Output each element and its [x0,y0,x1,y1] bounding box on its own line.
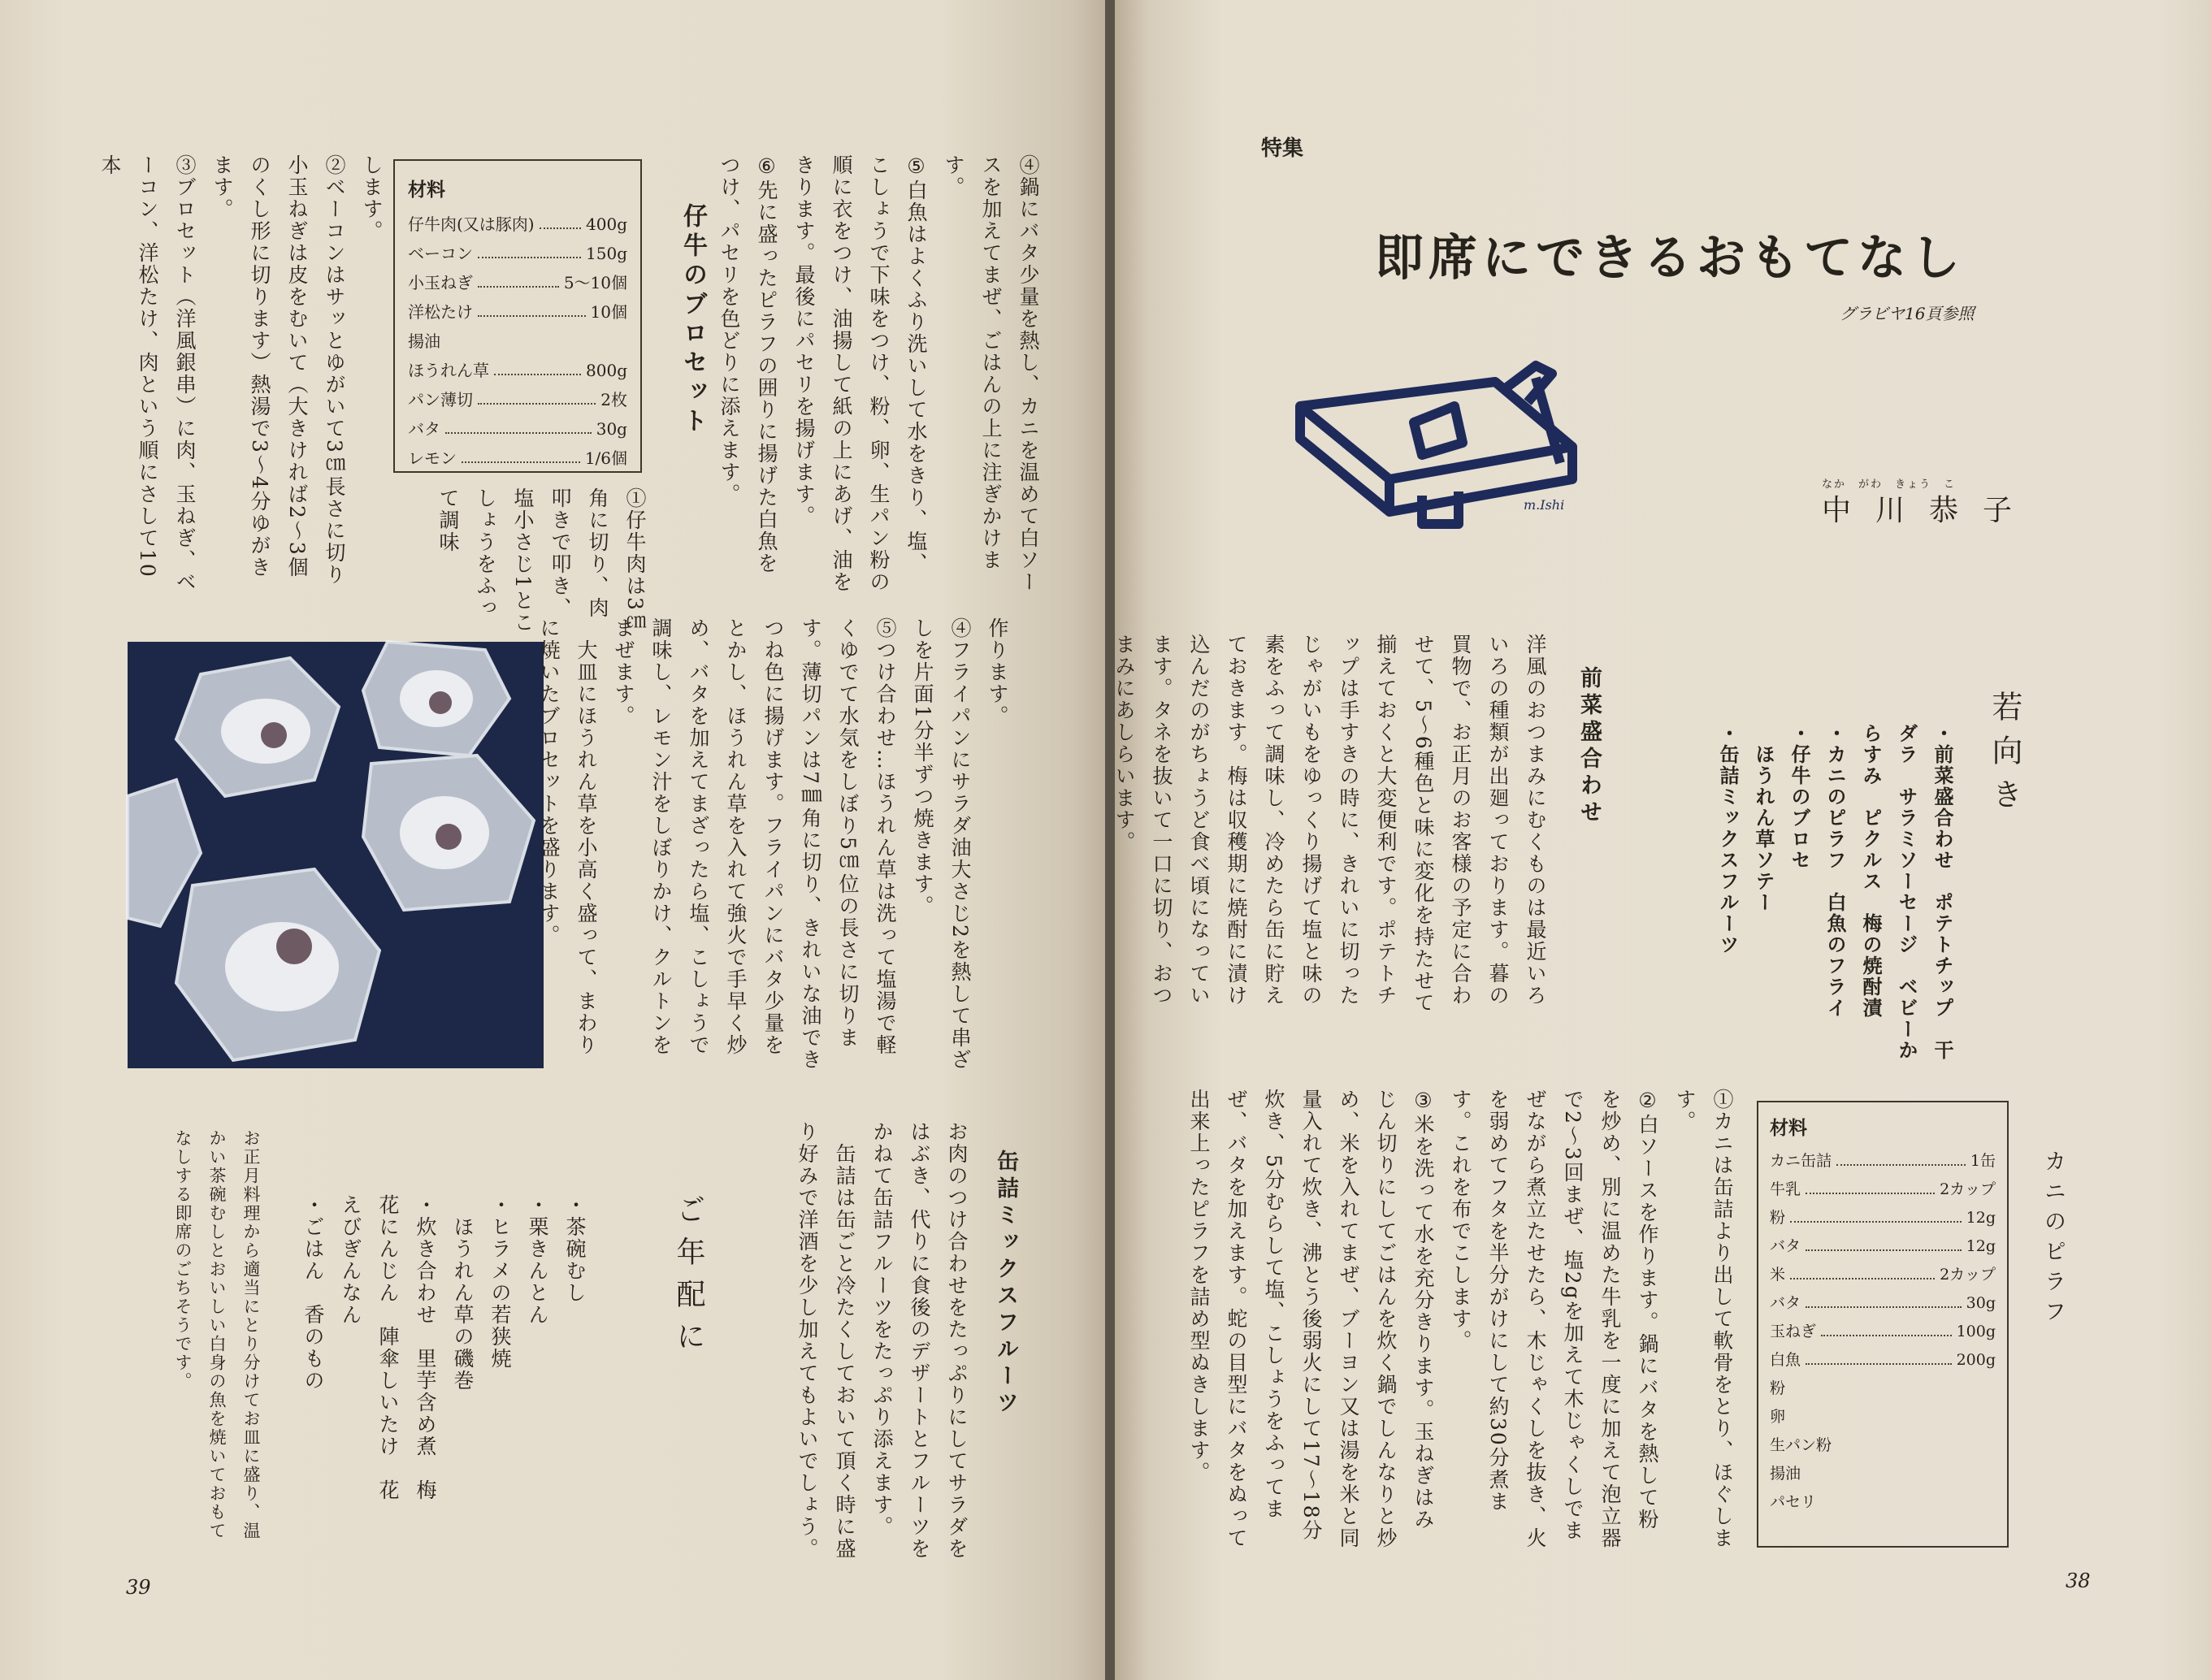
right-page [1112,0,2211,1680]
heading-canned-fruit: 缶詰ミックスフルーツ [993,1150,1018,1418]
material-row [1770,1403,1996,1431]
canned-fruit-text: お肉のつけ合わせをたっぷりにしてサラダをはぶき、代りに食後のデザートとフルーツをかねて缶詰フルーツをたっぷり添えます。 缶詰は缶ごと冷たくしておいて頂く時に盛り好みで洋酒を少し加えてもよいでしょう。 [796,1121,969,1560]
prosette-materials-box [393,159,642,473]
leader-dots [462,444,580,463]
leader-dots [1836,1147,1966,1166]
leader-dots [1790,1204,1962,1223]
leader-dots [1806,1289,1962,1308]
author-name: 中川恭子 [1822,494,2037,527]
material-amount: 200g [1956,1351,1996,1369]
leader-dots [494,356,581,375]
material-row [408,327,627,356]
prosette-step-1: ①仔牛肉は3㎝角に切り、肉叩きで叩き、塩小さじ1とこしょうをふって調味 [436,487,647,634]
material-name: 揚油 [408,331,440,351]
material-row [408,210,627,239]
material-row [1770,1289,1996,1318]
material-row [1770,1431,1996,1460]
materials-list [408,210,627,473]
material-amount: 100g [1956,1323,1996,1340]
pilaf-materials-list [1770,1147,1996,1517]
leader-dots [1806,1346,1952,1365]
material-row [1770,1318,1996,1346]
material-name: 玉ねぎ [1770,1323,1817,1340]
material-name: 米 [1770,1266,1786,1284]
prosette-steps-1-3: します。 ②ベーコンはサッとゆがいて3㎝長さに切り小玉ねぎは皮をむいて（大きければ2〜3個のくし形に切ります）熱湯で3〜4分ゆがきます。 ③ブロセット（洋風銀串）に肉、玉ねぎ、ベーコン、洋松たけ、肉という順にさして10本 [98,154,384,593]
material-row [1770,1204,1996,1232]
leader-dots [478,268,559,288]
material-name: 小玉ねぎ [408,273,473,292]
material-amount: 2カップ [1940,1266,1996,1284]
material-row [1770,1232,1996,1261]
illustration-signature: m.Ishi [1524,497,1565,513]
leader-dots [1806,1232,1962,1251]
material-name: バタ [408,419,440,439]
gravure-note: グラビヤ16頁参照 [1840,304,1975,323]
material-name: 仔牛肉(又は豚肉) [408,214,535,234]
appetizers-text: 洋風のおつまみにむくものは最近いろいろの種類が出廻っております。暮の買物で、お正月のお客様の予定に合わせて、5〜6種色と味に変化を持たせて揃えておくと大変便利です。ポテトチップは手すきの時に、きれいに切ったじゃがいもをゆっくり揚げて塩と味の素をふって調味し、冷めたら缶に貯えておきます。梅は収穫期に焼酎に漬け込んだのがちょうど食べ頃になっています。タネを抜いて一口に切り、おつまみにあしらいます。 [1112,634,1547,1014]
material-name: ほうれん草 [408,361,489,380]
leader-dots [478,385,596,405]
material-row [1770,1488,1996,1517]
material-amount: 400g [586,214,627,234]
author-ruby: なか がわ きょう こ [1822,478,1957,491]
elderly-menu: ・茶碗むし ・栗きんとん ・ヒラメの若狭焼 ほうれん草の磯巻 ・炊き合わせ 里芋含め煮 梅花にんじん 陣傘しいたけ 花えびぎんなん ・ごはん 香のもの [301,1194,587,1501]
material-row [1770,1261,1996,1289]
material-row [1770,1176,1996,1204]
page-number-left: 39 [126,1576,151,1599]
material-row [408,385,627,414]
heading-prosette: 仔牛のブロセット [678,203,707,437]
left-page [0,0,1105,1680]
leader-dots [1806,1176,1935,1194]
material-amount: 800g [586,361,627,380]
material-row [408,444,627,473]
elderly-text: お正月料理から適当にとり分けてお皿に盛り、温かい茶碗むしとおいしい白身の魚を焼いておもてなしする即席のごちそうです。 [173,1129,261,1540]
material-amount: 30g [1966,1294,1996,1312]
material-row [408,297,627,327]
material-amount: 1缶 [1970,1152,1996,1170]
material-name: 卵 [1770,1408,1786,1426]
material-name: 揚油 [1770,1465,1801,1483]
feature-title: 即席にできるおもてなし [1375,230,1965,287]
material-name: 白魚 [1770,1351,1801,1369]
pilaf-materials-title: 材料 [1770,1117,1807,1139]
leader-dots [445,414,592,434]
left-column-steps-4-6: ④鍋にバタ少量を熱し、カニを温めて白ソースを加えてまぜ、ごはんの上に注ぎかけます。 ⑤白魚はよくふり洗いして水をきり、塩、こしょうで下味をつけ、粉、卵、生パン粉の順に衣をつけ、油揚して紙の上にあげ、油をきります。最後にパセリを揚げます。 ⑥先に盛ったピラフの囲りに揚げた白魚をつけ、パセリを色どりに添えます。 [717,154,1040,593]
leader-dots [478,297,586,317]
material-name: 牛乳 [1770,1180,1801,1198]
heading-elderly: ご年配に [672,1194,705,1363]
heading-young: 若向き [1987,691,2022,822]
material-amount: 12g [1966,1209,1996,1227]
material-name: パン薄切 [408,390,473,409]
material-name: 生パン粉 [1770,1436,1832,1454]
pilaf-steps: ①カニは缶詰より出して軟骨をとり、ほぐします。 ②白ソースを作ります。鍋にバタを熱して粉を炒め、別に温めた牛乳を一度に加えて泡立器で2〜3回まぜ、塩2gを加えて木じゃくしでまぜながら煮立たせたら、木じゃくしを抜き、火を弱めてフタを半分がけにして約30分煮ます。これを布でこします。 ③米を洗って水を充分きります。玉ねぎはみじん切りにしてごはんを炊く鍋でしんなりと炒め、米を入れてまぜ、ブーヨン又は湯を米と同量入れて炊き、沸とう後弱火にして17〜18分炊き、5分むらして塩、こしょうをふってまぜ、バタを加えます。蛇の目型にバタをぬって出来上ったピラフを詰め型ぬきします。 [1187,1089,1734,1549]
material-name: バタ [1770,1294,1801,1312]
material-name: レモン [408,448,457,468]
leader-dots [540,210,581,229]
dessert-cups-photo [128,642,544,1068]
material-row [408,356,627,385]
material-name: バタ [1770,1237,1801,1255]
material-amount: 150g [586,244,627,263]
material-amount: 12g [1966,1237,1996,1255]
material-amount: 2枚 [600,390,627,409]
page-number-right: 38 [2066,1570,2091,1592]
material-name: カニ缶詰 [1770,1152,1832,1170]
pilaf-materials-box [1757,1101,2009,1548]
material-row [1770,1460,1996,1488]
material-name: ベーコン [408,244,473,263]
material-name: 洋松たけ [408,302,473,322]
heading-appetizers: 前菜盛合わせ [1576,666,1602,827]
cutting-board-illustration [1292,357,1601,528]
young-menu: ・前菜盛合わせ ポテトチップ 干ダラ サラミソーセージ ベビーからすみ ピクルス 梅の焼酎漬 ・カニのピラフ 白魚のフライ ・仔牛のブロセ ほうれん草ソテー ・缶詰ミックスフルーツ [1716,723,1954,1061]
material-row [1770,1375,1996,1403]
material-amount: 30g [596,419,627,439]
material-row [1770,1147,1996,1176]
leader-dots [1790,1261,1935,1279]
leader-dots [1821,1318,1952,1336]
material-row [408,268,627,297]
material-name: 粉 [1770,1209,1786,1227]
material-name: パセリ [1770,1493,1817,1511]
material-amount: 1/6個 [584,448,627,468]
material-row [1770,1346,1996,1375]
heading-crab-pilaf: カニのピラフ [2040,1150,2066,1330]
material-row [408,239,627,268]
prosette-steps-4-5: 作ります。 ④フライパンにサラダ油大さじ2を熱して串ざしを片面1分半ずつ焼きます。 ⑤つけ合わせ…ほうれん草は洗って塩湯で軽くゆでて水気をしぼり5㎝位の長さに切ります。薄切パンは7㎜角に切り、きれいな油できつね色に揚げます。フライパンにバタ少量をとかし、ほうれん草を入れて強火で手早く炒め、バタを加えてまざったら塩、こしょうで調味し、レモン汁をしぼりかけ、クルトンをまぜます。 大皿にほうれん草を小高く盛って、まわりに焼いたブロセットを盛ります。 [537,617,1009,1071]
material-amount: 2カップ [1940,1180,1996,1198]
material-amount: 5〜10個 [563,273,627,292]
material-amount: 10個 [590,302,627,322]
leader-dots [478,239,581,258]
feature-label: 特集 [1261,136,1304,161]
material-row [408,414,627,444]
materials-title: 材料 [408,179,445,201]
material-name: 粉 [1770,1379,1786,1397]
